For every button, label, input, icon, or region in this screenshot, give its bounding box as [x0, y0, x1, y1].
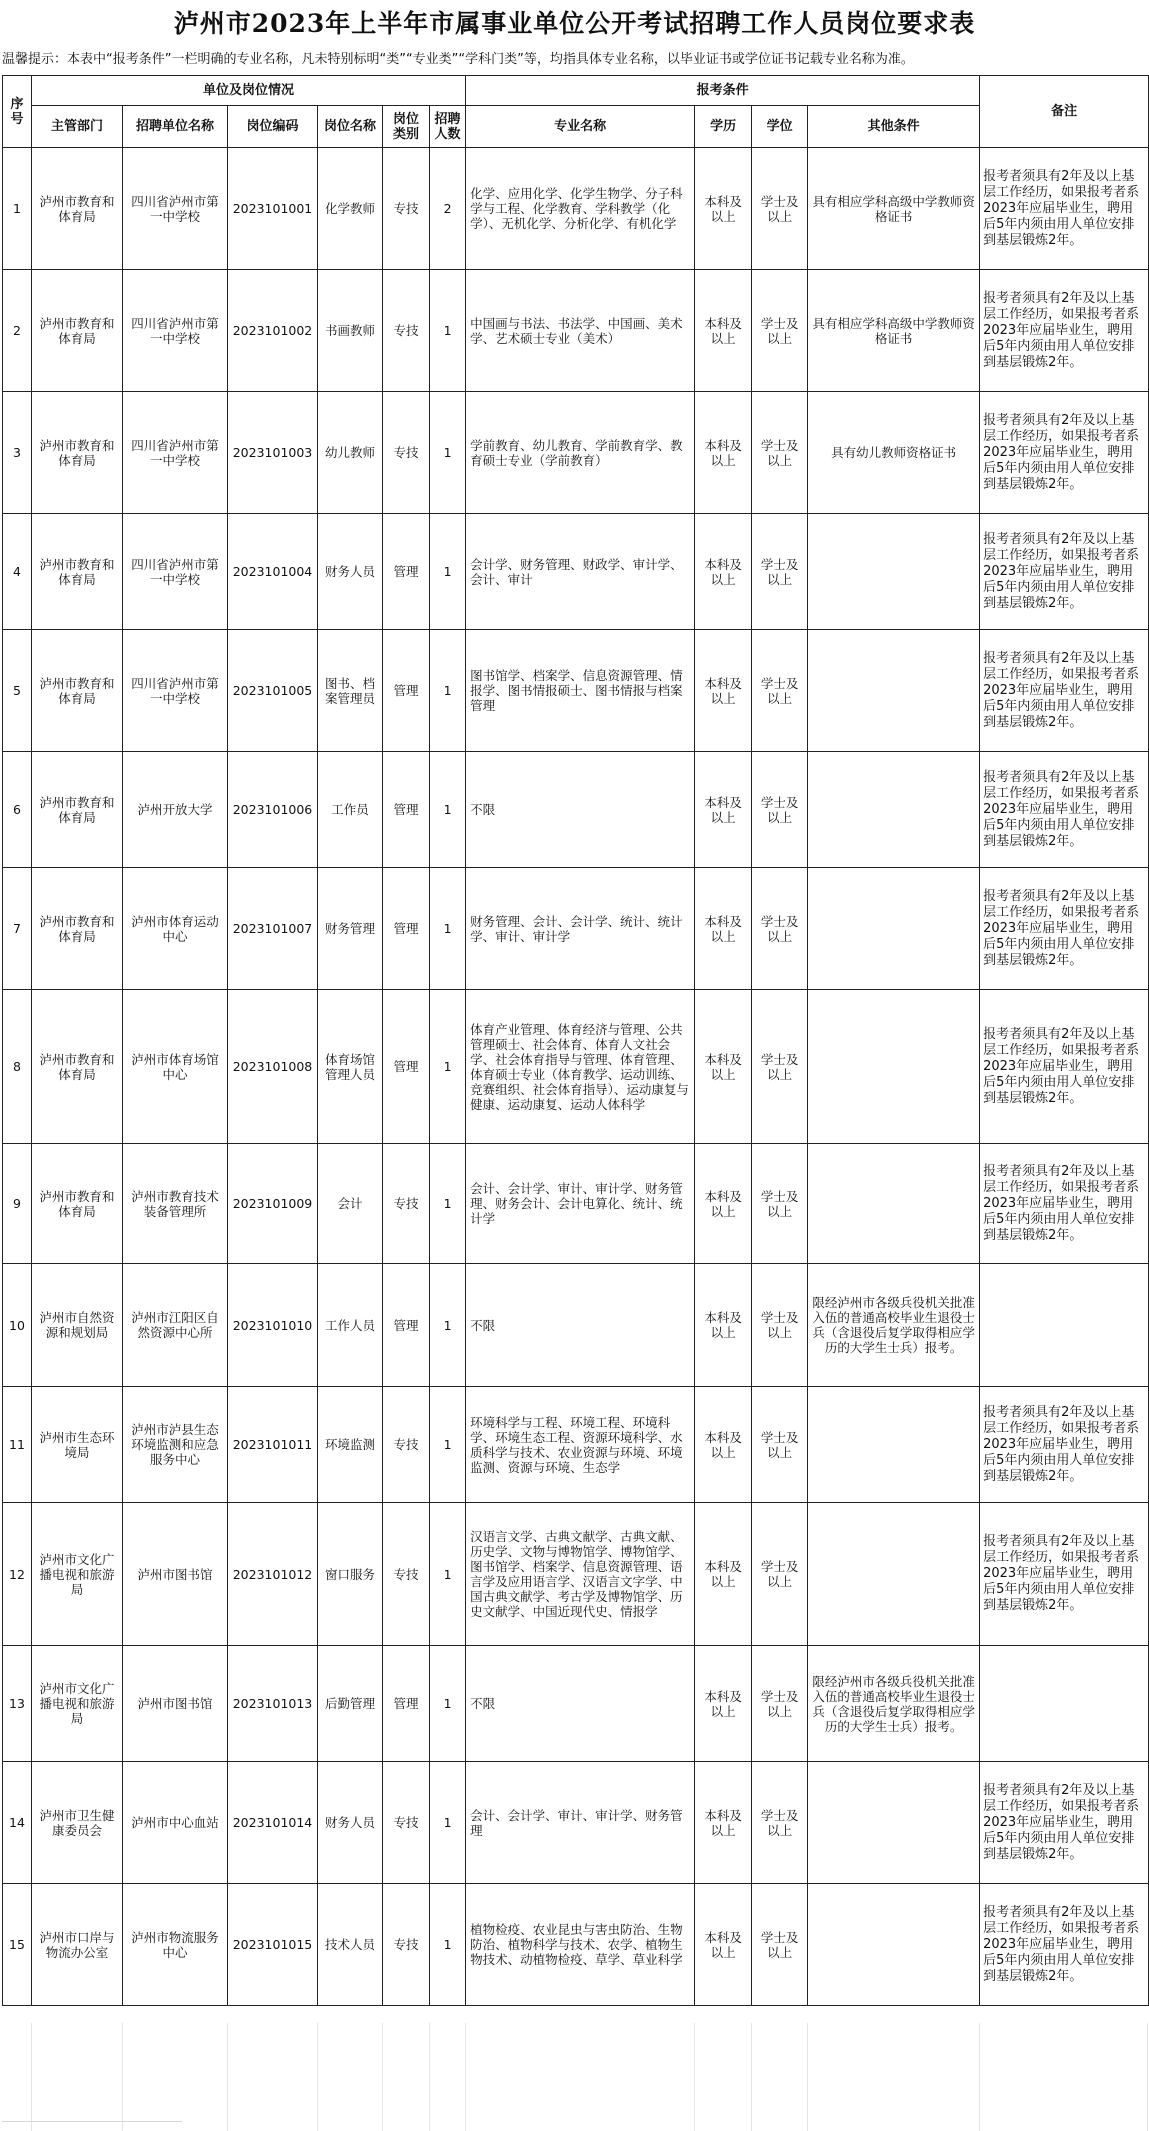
row-code: 2023101008 [228, 990, 318, 1144]
row-major: 环境科学与工程、环境工程、环境科学、环境生态工程、资源环境科学、水质科学与技术、农业资源与环境、环境监测、资源与环境、生态学 [466, 1387, 695, 1503]
header-edu: 学历 [695, 106, 752, 148]
row-major: 财务管理、会计、会计学、统计、统计学、审计、审计学 [466, 868, 695, 990]
row-code: 2023101002 [228, 270, 318, 392]
row-type: 管理 [383, 630, 430, 752]
row-major: 不限 [466, 1264, 695, 1387]
row-major: 中国画与书法、书法学、中国画、美术学、艺术硕士专业（美术） [466, 270, 695, 392]
table-body [3, 148, 1149, 2006]
table-row [3, 752, 1149, 868]
row-unit: 泸州市图书馆 [123, 1503, 228, 1646]
header-major: 专业名称 [466, 106, 695, 148]
row-code: 2023101011 [228, 1387, 318, 1503]
row-remark: 报考者须具有2年及以上基层工作经历，如果报考者系2023年应届毕业生，聘用后5年内须由用人单位安排到基层锻炼2年。 [980, 1884, 1149, 2006]
row-code: 2023101005 [228, 630, 318, 752]
table-row [3, 148, 1149, 270]
row-dept: 泸州市口岸与物流办公室 [32, 1884, 123, 2006]
row-edu: 本科及以上 [695, 630, 752, 752]
grid-line [807, 2023, 808, 2131]
table-row [3, 392, 1149, 514]
row-unit: 四川省泸州市第一中学校 [123, 270, 228, 392]
header-code: 岗位编码 [228, 106, 318, 148]
row-dept: 泸州市教育和体育局 [32, 392, 123, 514]
row-seq: 5 [3, 630, 32, 752]
row-seq: 4 [3, 514, 32, 630]
row-seq: 3 [3, 392, 32, 514]
grid-line [979, 2023, 980, 2131]
row-remark: 报考者须具有2年及以上基层工作经历，如果报考者系2023年应届毕业生，聘用后5年内须由用人单位安排到基层锻炼2年。 [980, 514, 1149, 630]
row-type: 管理 [383, 752, 430, 868]
row-post: 图书、档案管理员 [318, 630, 383, 752]
row-count: 1 [430, 270, 466, 392]
row-post: 工作人员 [318, 1264, 383, 1387]
row-other [808, 1762, 980, 1884]
row-seq: 1 [3, 148, 32, 270]
row-type: 专技 [383, 148, 430, 270]
row-count: 1 [430, 1387, 466, 1503]
table-row [3, 270, 1149, 392]
row-post: 财务人员 [318, 514, 383, 630]
row-count: 1 [430, 1144, 466, 1264]
grid-line [429, 2023, 430, 2131]
row-post: 会计 [318, 1144, 383, 1264]
row-major: 汉语言文学、古典文献学、古典文献、历史学、文物与博物馆学、博物馆学、图书馆学、档案学、信息资源管理、语言学及应用语言学、汉语言文字学、中国古典文献学、考古学及博物馆学、历史文献学、中国近现代史、情报学 [466, 1503, 695, 1646]
row-type: 管理 [383, 868, 430, 990]
table-row [3, 1264, 1149, 1387]
table-row [3, 1144, 1149, 1264]
header-degree: 学位 [752, 106, 808, 148]
row-count: 1 [430, 1264, 466, 1387]
row-unit: 四川省泸州市第一中学校 [123, 148, 228, 270]
row-remark [980, 1646, 1149, 1762]
row-edu: 本科及以上 [695, 990, 752, 1144]
row-type: 专技 [383, 1387, 430, 1503]
row-dept: 泸州市教育和体育局 [32, 1144, 123, 1264]
row-dept: 泸州市教育和体育局 [32, 148, 123, 270]
row-dept: 泸州市教育和体育局 [32, 752, 123, 868]
row-major: 会计、会计学、审计、审计学、财务管理、财务会计、会计电算化、统计、统计学 [466, 1144, 695, 1264]
row-type: 专技 [383, 1144, 430, 1264]
row-count: 1 [430, 514, 466, 630]
row-other [808, 868, 980, 990]
row-dept: 泸州市卫生健康委员会 [32, 1762, 123, 1884]
row-major: 体育产业管理、体育经济与管理、公共管理硕士、社会体育、体育人文社会学、社会体育指导与管理、体育管理、体育硕士专业（体育教学、运动训练、竞赛组织、社会体育指导）、运动康复与健康、运动康复、运动人体科学 [466, 990, 695, 1144]
row-edu: 本科及以上 [695, 1762, 752, 1884]
row-post: 财务管理 [318, 868, 383, 990]
header-other: 其他条件 [808, 106, 980, 148]
grid-line [122, 2023, 123, 2131]
row-edu: 本科及以上 [695, 392, 752, 514]
row-seq: 9 [3, 1144, 32, 1264]
row-major: 化学、应用化学、化学生物学、分子科学与工程、化学教育、学科教学（化学）、无机化学、分析化学、有机化学 [466, 148, 695, 270]
row-edu: 本科及以上 [695, 270, 752, 392]
row-remark: 报考者须具有2年及以上基层工作经历，如果报考者系2023年应届毕业生，聘用后5年内须由用人单位安排到基层锻炼2年。 [980, 630, 1149, 752]
row-unit: 泸州开放大学 [123, 752, 228, 868]
row-other: 具有幼儿教师资格证书 [808, 392, 980, 514]
row-degree: 学士及以上 [752, 752, 808, 868]
row-unit: 四川省泸州市第一中学校 [123, 630, 228, 752]
row-unit: 泸州市中心血站 [123, 1762, 228, 1884]
row-edu: 本科及以上 [695, 752, 752, 868]
row-edu: 本科及以上 [695, 1884, 752, 2006]
row-unit: 泸州市体育场馆中心 [123, 990, 228, 1144]
row-count: 1 [430, 990, 466, 1144]
header-count: 招聘人数 [430, 106, 466, 148]
header-remark: 备注 [980, 76, 1149, 148]
row-degree: 学士及以上 [752, 1503, 808, 1646]
row-edu: 本科及以上 [695, 148, 752, 270]
row-seq: 6 [3, 752, 32, 868]
row-seq: 15 [3, 1884, 32, 2006]
row-type: 管理 [383, 1264, 430, 1387]
row-post: 书画教师 [318, 270, 383, 392]
row-seq: 7 [3, 868, 32, 990]
row-dept: 泸州市文化广播电视和旅游局 [32, 1503, 123, 1646]
row-post: 工作员 [318, 752, 383, 868]
table-row [3, 868, 1149, 990]
row-other: 具有相应学科高级中学教师资格证书 [808, 270, 980, 392]
row-type: 专技 [383, 1503, 430, 1646]
row-edu: 本科及以上 [695, 514, 752, 630]
row-degree: 学士及以上 [752, 990, 808, 1144]
row-dept: 泸州市自然资源和规划局 [32, 1264, 123, 1387]
row-code: 2023101012 [228, 1503, 318, 1646]
table-row [3, 514, 1149, 630]
grid-line [465, 2023, 466, 2131]
row-remark: 报考者须具有2年及以上基层工作经历，如果报考者系2023年应届毕业生，聘用后5年内须由用人单位安排到基层锻炼2年。 [980, 148, 1149, 270]
grid-line [227, 2023, 228, 2131]
row-type: 专技 [383, 1762, 430, 1884]
row-remark: 报考者须具有2年及以上基层工作经历，如果报考者系2023年应届毕业生，聘用后5年内须由用人单位安排到基层锻炼2年。 [980, 752, 1149, 868]
row-seq: 14 [3, 1762, 32, 1884]
row-degree: 学士及以上 [752, 148, 808, 270]
row-remark: 报考者须具有2年及以上基层工作经历，如果报考者系2023年应届毕业生，聘用后5年内须由用人单位安排到基层锻炼2年。 [980, 1387, 1149, 1503]
header-dept: 主管部门 [32, 106, 123, 148]
row-unit: 泸州市江阳区自然资源中心所 [123, 1264, 228, 1387]
row-code: 2023101001 [228, 148, 318, 270]
row-type: 专技 [383, 392, 430, 514]
row-post: 幼儿教师 [318, 392, 383, 514]
row-degree: 学士及以上 [752, 868, 808, 990]
row-post: 技术人员 [318, 1884, 383, 2006]
header-condition-group: 报考条件 [466, 76, 980, 106]
job-requirements-table [2, 75, 1149, 2006]
row-code: 2023101014 [228, 1762, 318, 1884]
row-code: 2023101009 [228, 1144, 318, 1264]
grid-line [382, 2023, 383, 2131]
row-degree: 学士及以上 [752, 1144, 808, 1264]
row-major: 会计、会计学、审计、审计学、财务管理 [466, 1762, 695, 1884]
notice-text: 温馨提示：本表中“报考条件”一栏明确的专业名称，凡未特别标明“类”“专业类”“学科门类”等，均指具体专业名称，以毕业证书或学位证书记载专业名称为准。 [2, 52, 914, 67]
row-dept: 泸州市教育和体育局 [32, 270, 123, 392]
row-count: 2 [430, 148, 466, 270]
row-unit: 四川省泸州市第一中学校 [123, 392, 228, 514]
grid-line [694, 2023, 695, 2131]
row-edu: 本科及以上 [695, 868, 752, 990]
row-other [808, 1884, 980, 2006]
row-code: 2023101010 [228, 1264, 318, 1387]
row-edu: 本科及以上 [695, 1503, 752, 1646]
row-type: 管理 [383, 1646, 430, 1762]
row-type: 专技 [383, 1884, 430, 2006]
row-count: 1 [430, 868, 466, 990]
row-other [808, 752, 980, 868]
row-post: 体育场馆管理人员 [318, 990, 383, 1144]
row-major: 会计学、财务管理、财政学、审计学、会计、审计 [466, 514, 695, 630]
grid-line [1147, 2023, 1148, 2131]
row-other: 限经泸州市各级兵役机关批准入伍的普通高校毕业生退役士兵（含退役后复学取得相应学历的大学生士兵）报考。 [808, 1646, 980, 1762]
row-other [808, 630, 980, 752]
row-seq: 11 [3, 1387, 32, 1503]
row-count: 1 [430, 392, 466, 514]
row-degree: 学士及以上 [752, 1646, 808, 1762]
row-dept: 泸州市文化广播电视和旅游局 [32, 1646, 123, 1762]
row-remark: 报考者须具有2年及以上基层工作经历，如果报考者系2023年应届毕业生，聘用后5年内须由用人单位安排到基层锻炼2年。 [980, 392, 1149, 514]
row-remark: 报考者须具有2年及以上基层工作经历，如果报考者系2023年应届毕业生，聘用后5年内须由用人单位安排到基层锻炼2年。 [980, 270, 1149, 392]
row-major: 植物检疫、农业昆虫与害虫防治、生物防治、植物科学与技术、农学、植物生物技术、动植物检疫、草学、草业科学 [466, 1884, 695, 2006]
row-dept: 泸州市生态环境局 [32, 1387, 123, 1503]
grid-line [751, 2023, 752, 2131]
row-post: 环境监测 [318, 1387, 383, 1503]
row-remark: 报考者须具有2年及以上基层工作经历，如果报考者系2023年应届毕业生，聘用后5年内须由用人单位安排到基层锻炼2年。 [980, 868, 1149, 990]
row-unit: 泸州市物流服务中心 [123, 1884, 228, 2006]
row-degree: 学士及以上 [752, 270, 808, 392]
row-edu: 本科及以上 [695, 1144, 752, 1264]
row-major: 不限 [466, 752, 695, 868]
row-unit: 泸州市图书馆 [123, 1646, 228, 1762]
row-unit: 泸州市体育运动中心 [123, 868, 228, 990]
row-other: 限经泸州市各级兵役机关批准入伍的普通高校毕业生退役士兵（含退役后复学取得相应学历的大学生士兵）报考。 [808, 1264, 980, 1387]
row-code: 2023101006 [228, 752, 318, 868]
row-edu: 本科及以上 [695, 1387, 752, 1503]
empty-grid-area [2, 2023, 1148, 2131]
row-type: 专技 [383, 270, 430, 392]
row-type: 管理 [383, 514, 430, 630]
row-degree: 学士及以上 [752, 1387, 808, 1503]
row-remark: 报考者须具有2年及以上基层工作经历，如果报考者系2023年应届毕业生，聘用后5年内须由用人单位安排到基层锻炼2年。 [980, 1762, 1149, 1884]
grid-line [31, 2023, 32, 2131]
row-degree: 学士及以上 [752, 392, 808, 514]
grid-line [2, 2121, 182, 2122]
header-seq: 序号 [3, 76, 32, 148]
row-other [808, 1144, 980, 1264]
row-count: 1 [430, 1762, 466, 1884]
row-unit: 泸州市泸县生态环境监测和应急服务中心 [123, 1387, 228, 1503]
row-seq: 10 [3, 1264, 32, 1387]
row-unit: 四川省泸州市第一中学校 [123, 514, 228, 630]
row-count: 1 [430, 1646, 466, 1762]
row-count: 1 [430, 752, 466, 868]
row-remark: 报考者须具有2年及以上基层工作经历，如果报考者系2023年应届毕业生，聘用后5年内须由用人单位安排到基层锻炼2年。 [980, 1144, 1149, 1264]
row-major: 图书馆学、档案学、信息资源管理、情报学、图书情报硕士、图书情报与档案管理 [466, 630, 695, 752]
row-post: 后勤管理 [318, 1646, 383, 1762]
row-code: 2023101013 [228, 1646, 318, 1762]
row-count: 1 [430, 1884, 466, 2006]
row-degree: 学士及以上 [752, 1884, 808, 2006]
row-dept: 泸州市教育和体育局 [32, 990, 123, 1144]
row-seq: 2 [3, 270, 32, 392]
row-code: 2023101015 [228, 1884, 318, 2006]
row-dept: 泸州市教育和体育局 [32, 514, 123, 630]
row-degree: 学士及以上 [752, 1264, 808, 1387]
row-seq: 8 [3, 990, 32, 1144]
row-major: 学前教育、幼儿教育、学前教育学、教育硕士专业（学前教育） [466, 392, 695, 514]
row-other [808, 1387, 980, 1503]
row-major: 不限 [466, 1646, 695, 1762]
row-degree: 学士及以上 [752, 1762, 808, 1884]
row-degree: 学士及以上 [752, 630, 808, 752]
row-seq: 12 [3, 1503, 32, 1646]
row-dept: 泸州市教育和体育局 [32, 630, 123, 752]
row-count: 1 [430, 1503, 466, 1646]
row-other [808, 1503, 980, 1646]
row-code: 2023101003 [228, 392, 318, 514]
row-post: 财务人员 [318, 1762, 383, 1884]
table-row [3, 1503, 1149, 1646]
header-unit-group: 单位及岗位情况 [32, 76, 466, 106]
grid-line [317, 2023, 318, 2131]
row-edu: 本科及以上 [695, 1264, 752, 1387]
row-code: 2023101007 [228, 868, 318, 990]
row-code: 2023101004 [228, 514, 318, 630]
table-row [3, 1646, 1149, 1762]
row-seq: 13 [3, 1646, 32, 1762]
row-post: 窗口服务 [318, 1503, 383, 1646]
row-remark: 报考者须具有2年及以上基层工作经历，如果报考者系2023年应届毕业生，聘用后5年内须由用人单位安排到基层锻炼2年。 [980, 1503, 1149, 1646]
table-row [3, 1762, 1149, 1884]
row-other: 具有相应学科高级中学教师资格证书 [808, 148, 980, 270]
row-unit: 泸州市教育技术装备管理所 [123, 1144, 228, 1264]
table-row [3, 990, 1149, 1144]
row-type: 管理 [383, 990, 430, 1144]
row-other [808, 990, 980, 1144]
row-other [808, 514, 980, 630]
table-row [3, 630, 1149, 752]
header-unit: 招聘单位名称 [123, 106, 228, 148]
table-row [3, 1884, 1149, 2006]
row-remark [980, 1264, 1149, 1387]
table-row [3, 1387, 1149, 1503]
row-edu: 本科及以上 [695, 1646, 752, 1762]
header-type: 岗位类别 [383, 106, 430, 148]
row-post: 化学教师 [318, 148, 383, 270]
row-remark: 报考者须具有2年及以上基层工作经历，如果报考者系2023年应届毕业生，聘用后5年内须由用人单位安排到基层锻炼2年。 [980, 990, 1149, 1144]
row-count: 1 [430, 630, 466, 752]
row-dept: 泸州市教育和体育局 [32, 868, 123, 990]
row-degree: 学士及以上 [752, 514, 808, 630]
page-title: 泸州市2023年上半年市属事业单位公开考试招聘工作人员岗位要求表 [173, 9, 976, 38]
header-post: 岗位名称 [318, 106, 383, 148]
